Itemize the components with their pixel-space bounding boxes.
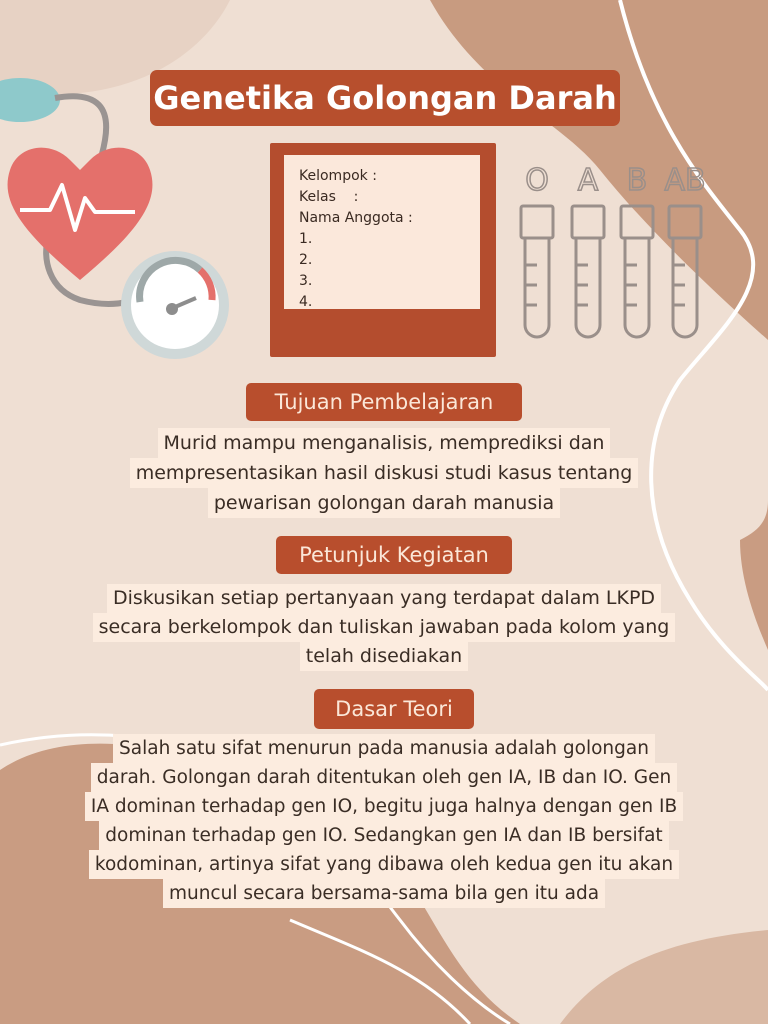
card-line-4: 4. <box>299 294 313 309</box>
petunjuk-line-3: telah disediakan <box>300 642 468 671</box>
tujuan-line-1: Murid mampu menganalisis, memprediksi dan <box>158 428 611 458</box>
card-line-kelas: Kelas : <box>299 189 359 205</box>
dasar-line-1: Salah satu sifat menurun pada manusia adalah golongan <box>113 734 655 763</box>
card-line-3: 3. <box>299 273 313 289</box>
heading-petunjuk-kegiatan: Petunjuk Kegiatan <box>276 536 512 574</box>
petunjuk-line-1: Diskusikan setiap pertanyaan yang terdapat dalam LKPD <box>107 584 661 613</box>
tujuan-text <box>84 428 684 518</box>
card-line-kelompok: Kelompok : <box>299 168 377 184</box>
card-line-nama-anggota: Nama Anggota : <box>299 210 413 226</box>
dasar-line-3: IA dominan terhadap gen IO, begitu juga halnya dengan gen IB <box>85 792 683 821</box>
petunjuk-text <box>64 584 704 671</box>
tujuan-line-2: mempresentasikan hasil diskusi studi kasus tentang <box>130 458 639 488</box>
page-title: Genetika Golongan Darah <box>150 70 620 126</box>
petunjuk-line-2: secara berkelompok dan tuliskan jawaban pada kolom yang <box>93 613 676 642</box>
dasar-line-4: dominan terhadap gen IO. Sedangkan gen IA dan IB bersifat <box>99 821 668 850</box>
dasar-line-2: darah. Golongan darah ditentukan oleh gen IA, IB dan IO. Gen <box>91 763 677 792</box>
dasar-text <box>44 734 724 908</box>
blood-type-o: O <box>525 163 549 198</box>
card-line-1: 1. <box>299 231 313 247</box>
tujuan-line-3: pewarisan golongan darah manusia <box>208 488 560 518</box>
heading-tujuan-pembelajaran: Tujuan Pembelajaran <box>246 383 522 421</box>
dasar-line-6: muncul secara bersama-sama bila gen itu ada <box>163 879 605 908</box>
blood-type-ab: AB <box>664 163 706 198</box>
test-tubes-icon <box>515 160 715 350</box>
identity-card-content <box>284 155 480 309</box>
dasar-line-5: kodominan, artinya sifat yang dibawa oleh kedua gen itu akan <box>89 850 679 879</box>
blood-type-b: B <box>626 163 648 198</box>
card-line-2: 2. <box>299 252 313 268</box>
blood-type-a: A <box>577 163 599 198</box>
heading-dasar-teori: Dasar Teori <box>314 689 474 729</box>
